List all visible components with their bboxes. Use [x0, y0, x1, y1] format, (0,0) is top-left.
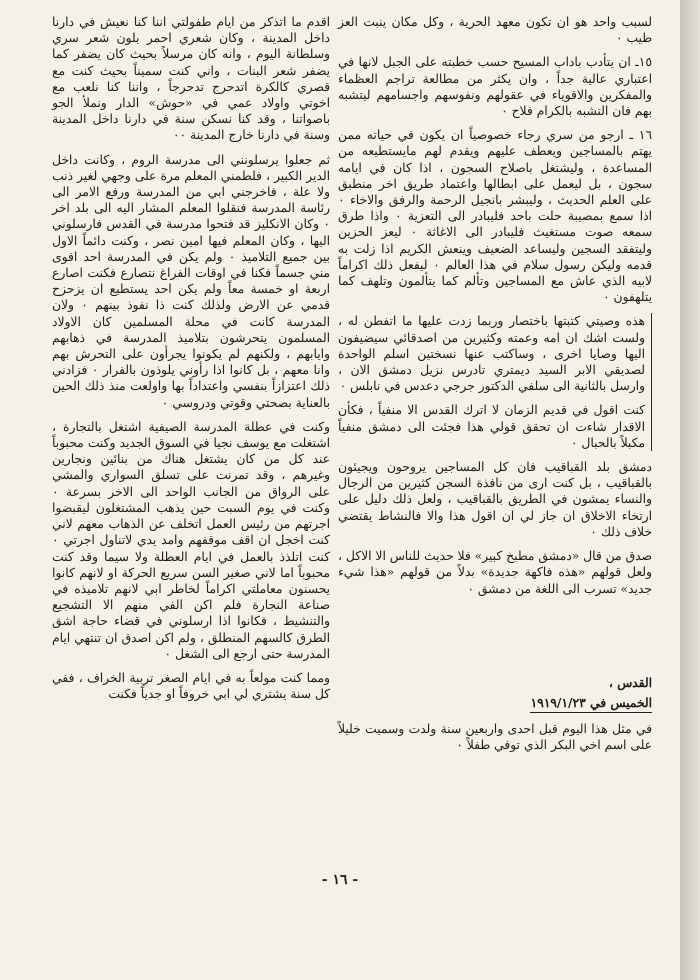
paragraph: كنت اقول في قديم الزمان لا اترك القدس الا منفياً ، فكأن الاقدار شاءت ان تحقق قولي هذا فجئت الى دمشق منفياً مكبلاً بالحبال ٠: [338, 403, 645, 450]
page-number: - ١٦ -: [321, 872, 359, 888]
entry-spacer: [338, 605, 652, 675]
paragraph: هذه وصيتي كتبتها باختصار وربما زدت عليها ما اتفطن له ، ولست اشك ان امه وعمته وكثيرين من اصدقائي سيضيفون اليها وصايا اخرى ، وساكتب عنها نسختين اسلم الواحدة لصديقي الابر السيد ديمتري تادرس نزيل دمشق الان ، وارسل بالثانية الى سلفي الدكتور جرجي دعدس في نابلس ٠: [338, 314, 645, 394]
left-column: [52, 14, 330, 710]
bordered-block: [338, 313, 652, 451]
paragraph: دمشق بلد القباقيب فان كل المساجين يروحون ويجيئون بالقباقيب ، بل كنت ارى من نافذة السجن كثيرين من الرجال والنساء يمشون في الطريق بالقباقيب ، ولعل ذلك دليل على ارتخاء الاخلاق ان جاز لي ان اقول هذا والا فالنشاط يقتضي خلاف ذلك ٠: [338, 460, 652, 539]
paragraph: ١٥ـ ان يتأدب باداب المسيح حسب خطبته على الجبل لانها في اعتباري عالية جداً ، وان يكثر من مطالعة تراجم العظماء والمفكرين والاقوياء في عقولهم ونفوسهم واجسامهم ليتشبه بهم فان التشبه بالكرام فلاح ٠: [338, 55, 652, 119]
paragraph: اقدم ما اتذكر من ايام طفولتي اننا كنا نعيش في دارنا داخل المدينة ، وكان شعري احمر بلون شعر سري وسلطانة اليوم ، وانه كان مرسلاً بحيث كان يضفر كما يضفر شعر البنات ، واني كنت سميناً بحيث كنت مع قصري كالكرة اتدحرج تدحرجاً ، واننا كنا نلعب مع اخوتي واولاد عمي في «حوش» الدار ونملأ الجو باصواتنا ، وقد كنا نسكن سنة في دارنا داخل المدينة وسنة في دارنا خارج المدينة ٠٠: [52, 15, 330, 143]
diary-entry-place: القدس ،: [608, 674, 652, 690]
right-column: [338, 14, 652, 762]
diary-entry-date: الخميس في ١٩١٩/١/٢٣: [530, 695, 652, 713]
adjacent-page-edge: [680, 0, 700, 980]
paragraph: ١٦ ـ ارجو من سري رجاء خصوصياً ان يكون في حياته ممن يهتم بالمساجين ويعطف عليهم ويقدم لهم مايستطيعه من المساعدة ، وليشتغل باصلاح السجون ، اذا كان في ايامه سجون ، بل ليعمل على ابطالها واعتماد طريق اخر منطبق على العلم الحديث ، وليبشر بانجيل الرحمة والرفق والاخاء ٠ اذا سمع بمصيبة حلت باحد فليبادر الى التعزية ٠ واذا طرق سمعه صوت مستغيث فليبادر الى الاغاثة ٠ ليعز الحزين وليتفقد السجين وليساعد الضعيف وينعش الكريم اذا زلت به قدمه وليكن رسول سلام في هذا العالم ٠ ليفعل ذلك اكراماً لابيه الذي عاش مع المساجين وتألم كما يتألمون وتلهف كما يتلهفون ٠: [338, 128, 652, 305]
paragraph: في مثل هذا اليوم قبل احدى واربعين سنة ولدت وسميت خليلاً على اسم اخي البكر الذي توفي طفلاً ٠: [338, 722, 652, 753]
paragraph: لسبب واحد هو ان تكون معهد الحرية ، وكل مكان ينبت العز طيب ٠: [338, 15, 652, 46]
paragraph: ومما كنت مولعاً به في ايام الصغر تربية الخراف ، ففي كل سنة يشتري لي ابي خروفاً او جدياً فكنت: [52, 670, 330, 702]
paragraph: صدق من قال «دمشق مطبخ كبير» فلا حديث للناس الا الاكل ، ولعل قولهم «هذه فاكهة جديدة» بدلاً من قولهم «هذا شيء جديد» تسرب الى اللغة من دمشق ٠: [338, 549, 652, 596]
paragraph: ثم جعلوا يرسلونني الى مدرسة الروم ، وكانت داخل الدير الكبير ، فلطمني المعلم مرة على وجهي لغير ذنب ولا علة ، فاخرجني ابي من المدرسة ورفع الامر الى رئاسة المدرسة فنقلوا المعلم المشار اليه الى بلد اخر ٠ وكان الانكليز قد فتحوا مدرسة في القدس فارسلوني اليها ، وكان المعلم فيها امين نصر ، وكنت دائماً الاول بين جميع التلاميذ ٠ ولم يكن في المدرسة احد اقوى مني جسماً فكنا في اوقات الفراغ نتصارع فكنت اصارع اربعة او خمسة معاً ولم يكن احد يستطيع ان يزحزح قدمي عن الارض ولذلك كنت ذا نفوذ بينهم ٠ ولان المدرسة كانت في محلة المسلمين كان الاولاد المسلمون يتحرشون بتلاميذ المدرسة في ذهابهم وايابهم ، ولكنهم لم يكونوا يجرأون على التحرش بهم وانا معهم ، بل كانوا اذا رأوني يلوذون بالفرار ٠ فزادني ذلك اعتزازاً بنفسي واعتداداً بها واولعت منذ ذلك الحين بالعناية بصحتي وقوتي ودروسي ٠: [52, 152, 331, 410]
paragraph: وكنت في عطلة المدرسة الصيفية اشتغل بالتجارة ، اشتغلت مع يوسف نجيا في السوق الجديد وكنت محبوباً عند كل من كان يشتغل هناك من بنائين ونجارين وغيرهم ، وقد تمرنت على تسلق السواري والمشي على الرواق من الجانب الواحد الى الاخر بسرعة ٠ وكنت في يوم السبت حين يذهب المشتغلون ليقبضوا اجرتهم من رئيس العمل اتخلف عن الذهاب معهم لاني كنت اخجل ان اقف موقفهم وامد يدي لاتناول اجرتي ٠ كنت اتلذذ بالعمل في ايام العطلة ولا سيما وقد كنت محبوباً اما لاني صغير السن سريع الحركة او لانهم كانوا يحسنون معاملتي اكراماً لخاطر ابي لانهم تلاميذه في صناعة النجارة فلم اكن الفي منهم الا التشجيع والتنشيط ، فكانوا اذا ارسلوني في قضاء حاجة اشق الطرق كالسهم المنطلق ، ولم اكن اصدق ان تنتهي ايام المدرسة حتى ارجع الى الشغل ٠: [52, 419, 330, 661]
